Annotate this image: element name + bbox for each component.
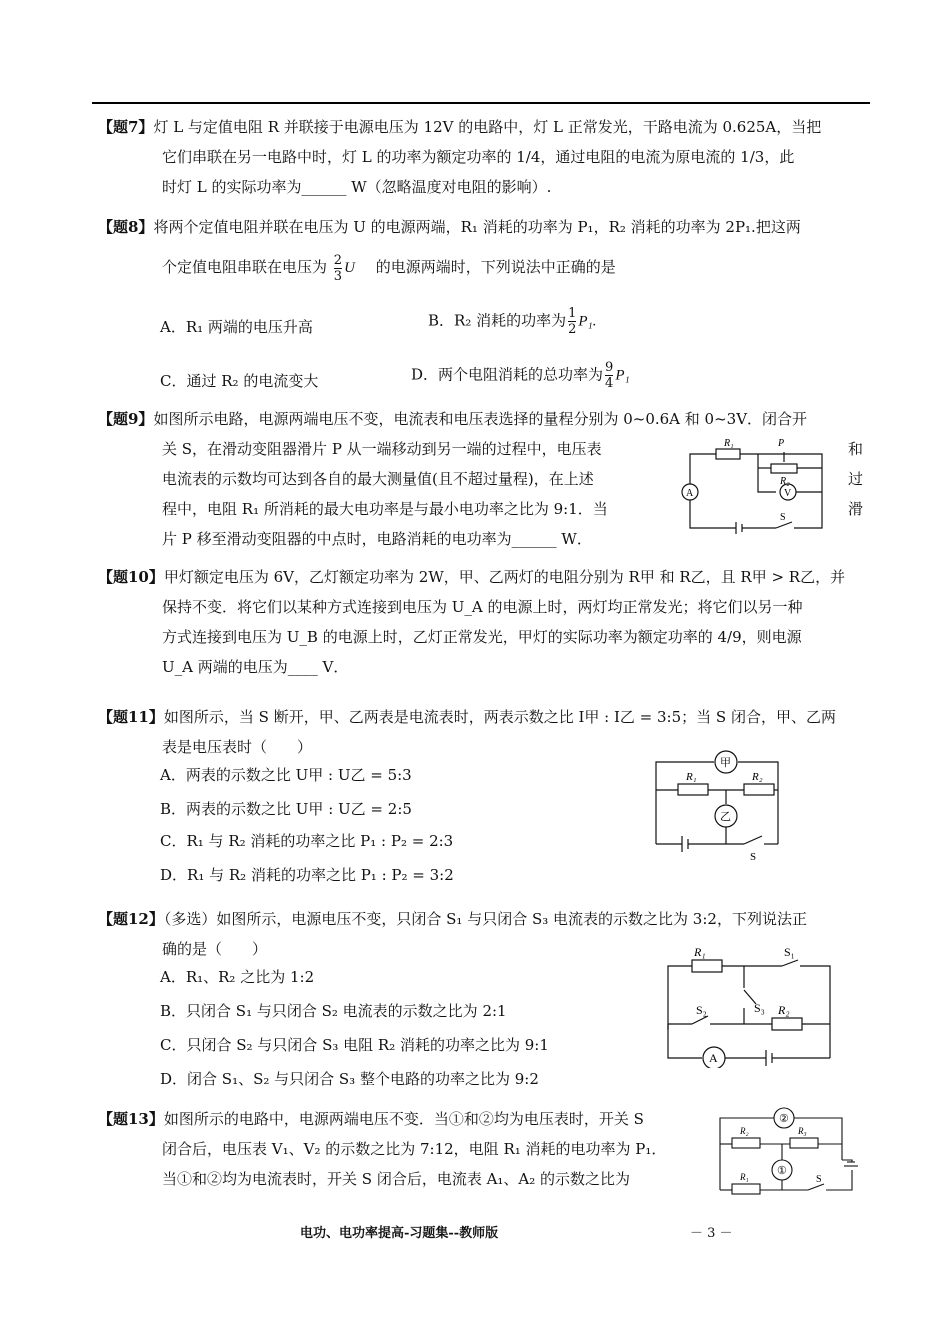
question-10 [98, 562, 873, 682]
option-a: A．R₁ 两端的电压升高 [160, 318, 313, 336]
svg-text:R₂: R₂ [752, 771, 763, 783]
question-text: 当①和②均为电流表时，开关 S 闭合后，电流表 A₁、A₂ 的示数之比为 [162, 1170, 631, 1188]
svg-text:S₂: S₂ [696, 1003, 707, 1017]
svg-text:②: ② [779, 1113, 789, 1125]
question-tag: 【题13】 [98, 1110, 164, 1128]
question-text: 甲灯额定电压为 6V，乙灯额定功率为 2W，甲、乙两灯的电阻分别为 R甲 和 R乙，且 R甲 > R乙，并 [163, 568, 846, 586]
fraction: $\frac{2}{3}$ [333, 252, 343, 284]
question-text: 如图所示，当 S 断开，甲、乙两表是电流表时，两表示数之比 I甲 : I乙 = 3:5；当 S 闭合，甲、乙两 [163, 708, 836, 726]
circuit-figure-13 [712, 1104, 862, 1200]
svg-text:R₂: R₂ [740, 1126, 749, 1136]
option-d: D．闭合 S₁、S₂ 与只闭合 S₃ 整个电路的功率之比为 9:2 [160, 1070, 539, 1088]
question-text: 确的是（ ） [162, 940, 268, 958]
fig-label: R₁ [724, 438, 734, 449]
svg-text:A: A [686, 488, 694, 499]
page-number: － 3 － [690, 1226, 733, 1241]
question-text: 它们串联在另一电路中时，灯 L 的功率为额定功率的 1/4，通过电阻的电流为原电流的 1/3，此 [162, 148, 795, 166]
svg-text:R₃: R₃ [798, 1126, 807, 1136]
circuit-figure-9 [676, 432, 836, 540]
svg-text:S: S [816, 1174, 822, 1185]
question-text: 如图所示的电路中，电源两端电压不变．当①和②均为电压表时，开关 S [163, 1110, 644, 1128]
svg-text:甲: 甲 [720, 757, 731, 769]
circuit-figure-11 [648, 744, 788, 864]
svg-text:P: P [778, 438, 785, 449]
question-tag: 【题10】 [98, 568, 164, 586]
option-a: A．两表的示数之比 U甲 : U乙 = 5:3 [160, 766, 412, 784]
option-a: A．R₁、R₂ 之比为 1:2 [160, 968, 315, 986]
svg-text:S: S [780, 512, 786, 523]
variable: U [344, 260, 355, 276]
question-text: 将两个定值电阻并联在电压为 U 的电源两端，R₁ 消耗的功率为 P₁，R₂ 消耗的功率为 2P₁.把这两 [153, 218, 801, 236]
question-tag: 【题7】 [98, 118, 154, 136]
option-c: C．通过 R₂ 的电流变大 [160, 372, 319, 390]
question-text: 关 S，在滑动变阻器滑片 P 从一端移动到另一端的过程中，电压表 [162, 440, 602, 458]
question-tag: 【题9】 [98, 410, 154, 428]
question-9: 【题9】如图所示电路，电源两端电压不变，电流表和电压表选择的量程分别为 0~0.6A 和 0~3V．闭合开 关 S，在滑动变阻器滑片 P 从一端移动到另一端的过程中，电压表 和 电流表的示数均可达到各自的最大测量值(且不超过量程)，在上述 过 程中，电阻 R₁ 所消耗的最大电功率是与最小电功率之比为 9:1．当 滑 片 P 移至滑动变阻器的中点时，电路消耗的电功率为______ W． [98, 404, 873, 554]
svg-text:A: A [709, 1051, 718, 1065]
question-text: 灯 L 与定值电阻 R 并联接于电源电压为 12V 的电路中，灯 L 正常发光，干路电流为 0.625A，当把 [153, 118, 822, 136]
svg-text:S₃: S₃ [754, 1001, 765, 1015]
question-tag: 【题12】 [98, 910, 164, 928]
question-text: 表是电压表时（ ） [162, 738, 313, 756]
option-c: C．R₁ 与 R₂ 消耗的功率之比 P₁ : P₂ = 2:3 [160, 832, 454, 850]
question-text: 如图所示电路，电源两端电压不变，电流表和电压表选择的量程分别为 0~0.6A 和 0~3V．闭合开 [153, 410, 808, 428]
svg-text:S: S [750, 851, 757, 863]
question-text: U_A 两端的电压为____ V． [162, 658, 349, 676]
option-b: B．只闭合 S₁ 与只闭合 S₂ 电流表的示数之比为 2:1 [160, 1002, 507, 1020]
question-text: 片 P 移至滑动变阻器的中点时，电路消耗的电功率为______ W． [162, 530, 592, 548]
svg-text:V: V [784, 488, 792, 499]
option-d: D．两个电阻消耗的总功率为 $\frac{9}{4}$ P₁ [411, 360, 630, 391]
svg-text:乙: 乙 [720, 811, 731, 823]
svg-text:R₁: R₁ [686, 771, 697, 783]
question-text: 程中，电阻 R₁ 所消耗的最大电功率是与最小电功率之比为 9:1．当 [162, 500, 608, 518]
svg-text:R₂: R₂ [780, 476, 790, 487]
svg-text:R₂: R₂ [778, 1003, 790, 1017]
option-b: B．R₂ 消耗的功率为 $\frac{1}{2}$ P₁. [428, 306, 597, 337]
question-text: 电流表的示数均可达到各自的最大测量值(且不超过量程)，在上述 [162, 470, 594, 488]
question-7 [98, 112, 873, 202]
question-text: 方式连接到电压为 U_B 的电源上时，乙灯正常发光，甲灯的实际功率为额定功率的 4/9，则电源 [162, 628, 802, 646]
circuit-figure-12 [662, 940, 842, 1068]
header-rule [92, 102, 870, 104]
question-text: 个定值电阻串联在电压为 [162, 258, 328, 276]
question-text: 的电源两端时，下列说法中正确的是 [375, 258, 616, 276]
option-b: B．两表的示数之比 U甲 : U乙 = 2:5 [160, 800, 412, 818]
svg-text:①: ① [777, 1165, 787, 1177]
question-tag: 【题8】 [98, 218, 154, 236]
svg-text:R₁: R₁ [740, 1172, 749, 1182]
question-tag: 【题11】 [98, 708, 164, 726]
option-c: C．只闭合 S₂ 与只闭合 S₃ 电阻 R₂ 消耗的功率之比为 9:1 [160, 1036, 549, 1054]
svg-text:S₁: S₁ [784, 945, 795, 959]
question-text: 保持不变．将它们以某种方式连接到电压为 U_A 的电源上时，两灯均正常发光；将它们以另一种 [162, 598, 803, 616]
question-text: （多选）如图所示，电源电压不变，只闭合 S₁ 与只闭合 S₃ 电流表的示数之比为 3:2，下列说法正 [163, 910, 807, 928]
question-text: 闭合后，电压表 V₁、V₂ 的示数之比为 7:12，电阻 R₁ 消耗的电功率为 P₁． [162, 1140, 667, 1158]
option-d: D．R₁ 与 R₂ 消耗的功率之比 P₁ : P₂ = 3:2 [160, 866, 454, 884]
svg-text:R₁: R₁ [694, 945, 706, 959]
question-text: 时灯 L 的实际功率为______ W（忽略温度对电阻的影响）. [162, 178, 552, 196]
question-8 [98, 212, 873, 284]
footer-title: 电功、电功率提高-习题集--教师版 [300, 1226, 499, 1241]
